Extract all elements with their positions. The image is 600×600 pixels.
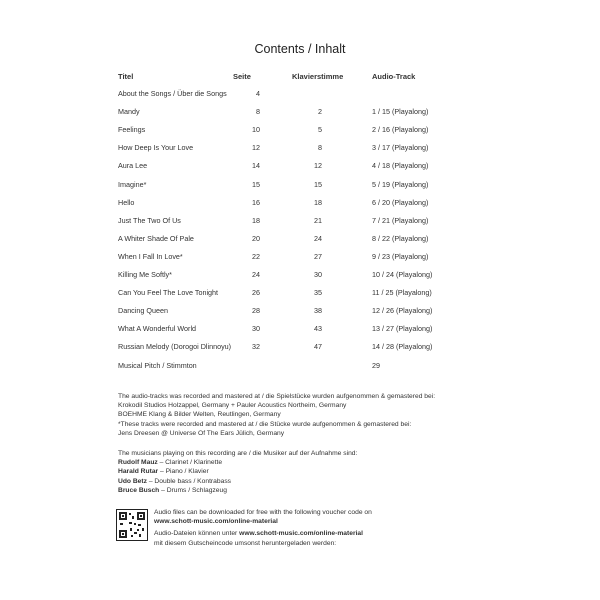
- row-piano: 38: [314, 306, 322, 316]
- row-piano: 12: [314, 161, 322, 171]
- row-page: 18: [252, 215, 260, 225]
- table-row: [0, 288, 600, 300]
- column-header-page: Seite: [233, 72, 251, 81]
- row-title: About the Songs / Über die Songs: [118, 89, 227, 98]
- musician-name: Bruce Busch: [118, 486, 160, 494]
- row-audio: 1 / 15 (Playalong): [372, 107, 429, 117]
- table-row: [0, 252, 600, 264]
- row-piano: 21: [314, 215, 322, 225]
- row-audio: 7 / 21 (Playalong): [372, 215, 429, 225]
- table-row: [0, 161, 600, 173]
- row-page: 26: [252, 288, 260, 298]
- table-row: [0, 143, 600, 155]
- row-title: How Deep Is Your Love: [118, 143, 194, 153]
- row-audio: 9 / 23 (Playalong): [372, 251, 429, 261]
- musician-role: – Drums / Schlagzeug: [161, 486, 227, 494]
- table-row: [0, 107, 600, 119]
- musician-line: [118, 458, 498, 467]
- row-page: 32: [252, 342, 260, 352]
- row-piano: 15: [314, 179, 322, 189]
- row-page: 10: [252, 125, 260, 135]
- row-page: 15: [252, 179, 260, 189]
- row-piano: 24: [314, 233, 322, 243]
- row-audio: 2 / 16 (Playalong): [372, 125, 429, 135]
- row-title: Feelings: [118, 125, 146, 135]
- recording-note: The audio-tracks was recorded and mastered at / die Spielstücke wurden aufgenommen & gemastered bei:: [118, 393, 436, 400]
- row-page: 12: [252, 143, 260, 153]
- table-row: [0, 306, 600, 318]
- recording-note: Jens Dreesen @ Universe Of The Ears Jülich, Germany: [118, 429, 285, 437]
- row-audio: 5 / 19 (Playalong): [372, 179, 429, 189]
- musician-line: [118, 467, 498, 476]
- row-page: 16: [252, 197, 260, 207]
- musician-name: Harald Rutar: [118, 468, 159, 476]
- row-audio: 29: [372, 360, 380, 370]
- row-title: Just The Two Of Us: [118, 215, 181, 225]
- row-piano: 8: [318, 143, 322, 153]
- row-audio: 13 / 27 (Playalong): [372, 324, 433, 334]
- row-audio: 4 / 18 (Playalong): [372, 161, 429, 171]
- row-title: Killing Me Softly*: [118, 270, 172, 279]
- row-piano: 5: [318, 125, 322, 135]
- table-row: [0, 89, 600, 101]
- row-title: Imagine*: [118, 179, 147, 189]
- row-title: Mandy: [118, 107, 140, 117]
- row-audio: 10 / 24 (Playalong): [372, 270, 433, 279]
- column-header-audio: Audio-Track: [372, 72, 416, 81]
- musician-line: [118, 486, 498, 495]
- row-title: When I Fall In Love*: [118, 251, 183, 261]
- musicians-section: [118, 449, 498, 495]
- row-title: Aura Lee: [118, 161, 148, 171]
- row-audio: 11 / 25 (Playalong): [372, 288, 432, 298]
- download-line-de-2: mit diesem Gutscheincode umsonst heruntergeladen werden:: [154, 539, 337, 547]
- row-title: What A Wonderful World: [118, 324, 197, 334]
- musician-role: – Double bass / Kontrabass: [148, 477, 232, 485]
- row-piano: 2: [318, 107, 322, 117]
- row-title: Can You Feel The Love Tonight: [118, 288, 219, 298]
- row-page: 8: [256, 107, 260, 117]
- musicians-intro: The musicians playing on this recording are / die Musiker auf der Aufnahme sind:: [118, 450, 358, 457]
- row-page: 24: [252, 270, 260, 279]
- row-piano: 35: [314, 288, 322, 298]
- row-audio: 3 / 17 (Playalong): [372, 143, 429, 153]
- table-row: [0, 180, 600, 192]
- row-piano: 43: [314, 324, 322, 334]
- page-title: Contents / Inhalt: [254, 42, 346, 56]
- download-link-en[interactable]: www.schott-music.com/online-material: [154, 518, 278, 526]
- row-title: Hello: [118, 197, 135, 207]
- table-row: [0, 342, 600, 354]
- row-page: 14: [252, 161, 260, 171]
- row-page: 20: [252, 233, 260, 243]
- table-row: [0, 216, 600, 228]
- download-info: [154, 508, 372, 548]
- musician-name: Rudolf Mauz: [118, 459, 158, 467]
- download-line-de: Audio-Dateien können unter: [154, 530, 238, 538]
- column-header-title: Titel: [118, 72, 134, 81]
- row-audio: 12 / 26 (Playalong): [372, 306, 433, 316]
- row-page: 30: [252, 324, 260, 334]
- qr-code-icon: [116, 509, 148, 541]
- table-row: [0, 125, 600, 137]
- table-row: [0, 234, 600, 246]
- row-title: A Whiter Shade Of Pale: [118, 233, 194, 243]
- download-line-en: Audio files can be downloaded for free with the following voucher code on: [154, 509, 372, 516]
- download-link-de[interactable]: www.schott-music.com/online-material: [239, 530, 364, 538]
- row-page: 4: [256, 89, 260, 98]
- row-audio: 8 / 22 (Playalong): [372, 233, 429, 243]
- musician-role: – Clarinet / Klarinette: [159, 459, 223, 467]
- row-title: Dancing Queen: [118, 306, 168, 316]
- recording-note: BOEHME Klang & Bilder Welten, Reutlingen, Germany: [118, 411, 281, 419]
- table-row: [0, 324, 600, 336]
- recording-note: *These tracks were recorded and mastered at / die Stücke wurde aufgenommen & gemastered bei:: [118, 420, 412, 428]
- row-title: Russian Melody (Dorogoi Dlinnoyu): [118, 342, 232, 352]
- musician-line: [118, 477, 498, 486]
- column-header-piano: Klavierstimme: [292, 72, 344, 81]
- row-piano: 27: [314, 251, 322, 261]
- table-row: [0, 198, 600, 210]
- row-page: 22: [252, 251, 260, 261]
- row-title: Musical Pitch / Stimmton: [118, 360, 197, 370]
- row-page: 28: [252, 306, 260, 316]
- row-piano: 47: [314, 342, 322, 352]
- recording-note: Krokodil Studios Holzappel, Germany + Pauler Acoustics Northeim, Germany: [118, 402, 347, 410]
- musician-role: – Piano / Klavier: [160, 468, 209, 476]
- table-row: [0, 361, 600, 373]
- recording-notes: [118, 392, 498, 438]
- row-audio: 14 / 28 (Playalong): [372, 342, 433, 352]
- musician-name: Udo Betz: [118, 477, 147, 485]
- row-piano: 18: [314, 197, 322, 207]
- row-audio: 6 / 20 (Playalong): [372, 197, 429, 207]
- table-row: [0, 270, 600, 282]
- row-piano: 30: [314, 270, 322, 279]
